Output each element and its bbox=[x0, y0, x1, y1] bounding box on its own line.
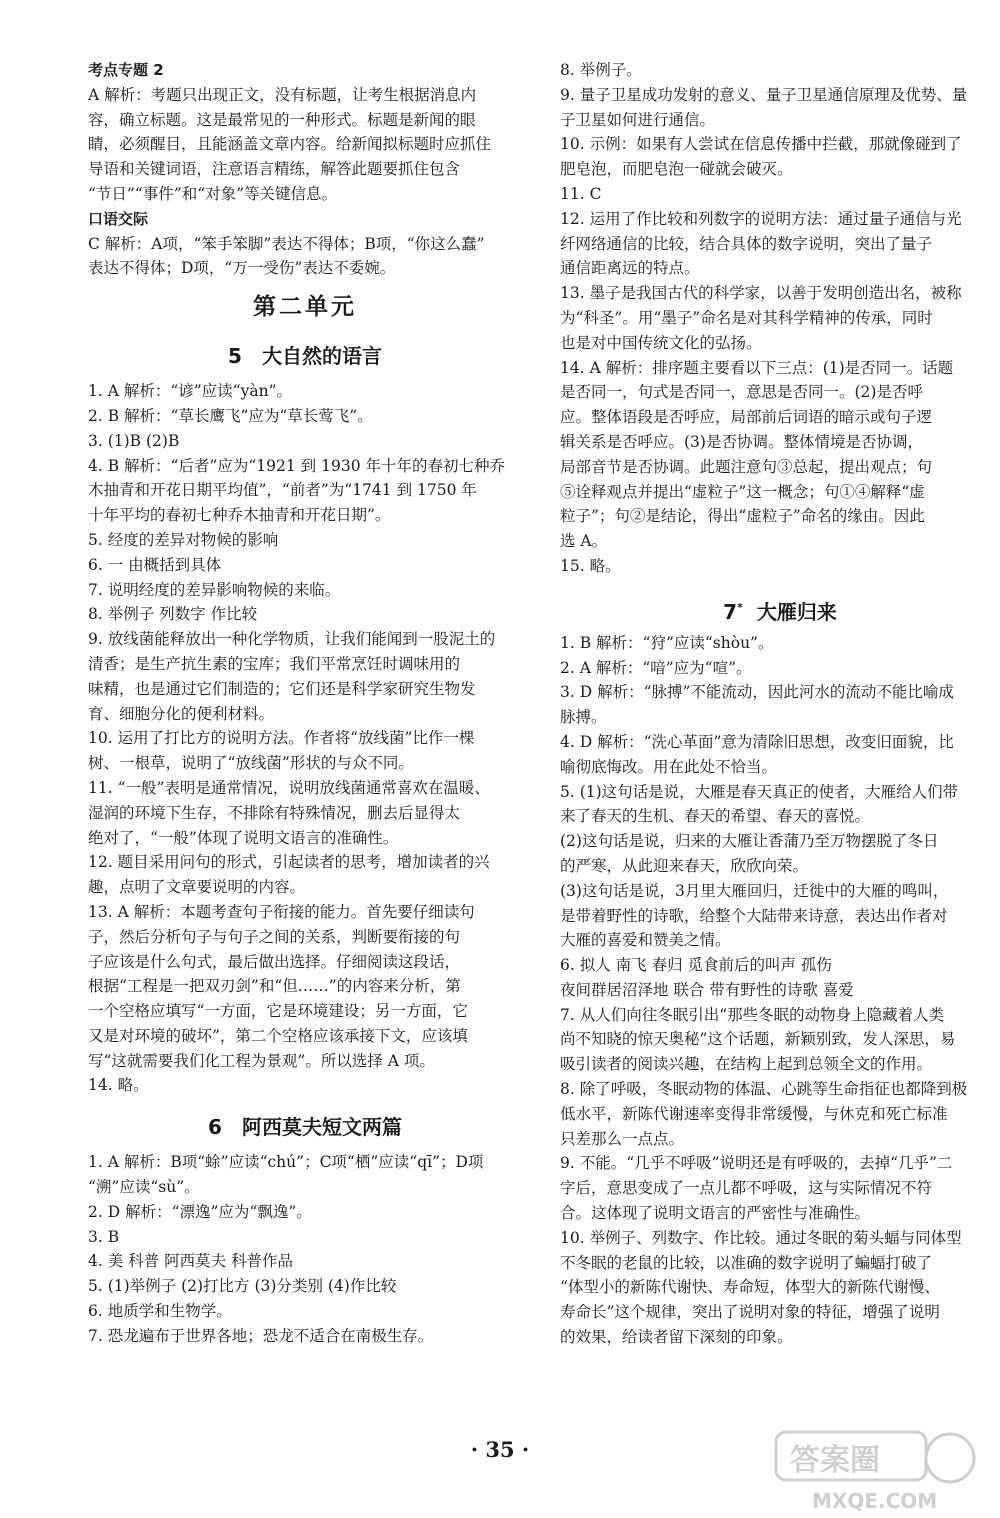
answer-line: 的效果，给读者留下深刻的印象。 bbox=[560, 1328, 793, 1347]
answer-line: 8. 举例子。 bbox=[560, 61, 642, 79]
answer-line: (2)这句话是说，归来的大雁让香蒲乃至万物摆脱了冬日 bbox=[560, 832, 939, 851]
answer-line: 木抽青和开花日期平均值”，“前者”为“1741 到 1750 年 bbox=[88, 481, 477, 500]
section-answers bbox=[88, 83, 522, 207]
answer-line: 肥皂泡，而肥皂泡一碰就会破灭。 bbox=[560, 160, 793, 179]
answer-line: 应。整体语段是否呼应，局部前后词语的暗示或句子逻 bbox=[560, 408, 933, 427]
answer-line: 育、细胞分化的便利材料。 bbox=[88, 704, 275, 723]
answer-line: 3. (1)B (2)B bbox=[88, 431, 180, 450]
lesson-6-answers bbox=[88, 1150, 522, 1348]
answer-line: 的严寒，从此迎来春天，欣欣向荣。 bbox=[560, 856, 809, 875]
answer-line: 十年平均的春初七种乔木抽青和开花日期”。 bbox=[88, 506, 391, 525]
answer-line: 子，然后分析句子与句子之间的关系，判断要衔接的句 bbox=[88, 927, 461, 946]
answer-line: 为“科圣”。用“墨子”命名是对其科学精神的传承，同时 bbox=[560, 308, 933, 327]
oral-answers bbox=[88, 232, 522, 282]
answer-line: 13. A 解析：本题考查句子衔接的能力。首先要仔细读句 bbox=[88, 902, 475, 921]
answer-line: A 解析：考题只出现正文，没有标题，让考生根据消息内 bbox=[88, 85, 477, 104]
answer-line: 1. A 解析：“谚”应读“yàn”。 bbox=[88, 382, 293, 401]
answer-line: 8. 举例子 列数字 作比较 bbox=[88, 605, 258, 624]
lesson-7-title bbox=[560, 585, 1000, 631]
answer-line: 12. 运用了作比较和列数字的说明方法：通过量子通信与光 bbox=[560, 209, 962, 228]
answer-line: “节日”“事件”和“对象”等关键信息。 bbox=[88, 184, 338, 203]
answer-line: 5. (1)这句话是说，大雁是春天真正的使者，大雁给人们带 bbox=[560, 782, 959, 801]
answer-line: 14. A 解析：排序题主要看以下三点：(1)是否同一。话题 bbox=[560, 358, 954, 377]
answer-line: 吸引读者的阅读兴趣，在结构上起到总领全文的作用。 bbox=[560, 1055, 933, 1074]
answer-line: “溯”应读“sù”。 bbox=[88, 1178, 200, 1197]
watermark-logo bbox=[772, 1426, 982, 1514]
answer-line: 10. 示例：如果有人尝试在信息传播中拦截，那就像碰到了 bbox=[560, 135, 962, 154]
answer-line: 13. 墨子是我国古代的科学家，以善于发明创造出名，被称 bbox=[560, 284, 962, 303]
section-title: 考点专题 2 bbox=[88, 61, 164, 79]
watermark-url: MXQE.COM bbox=[812, 1489, 938, 1513]
answer-line: 9. 量子卫星成功发射的意义、量子卫星通信原理及优势、量 bbox=[560, 85, 968, 104]
answer-line: ⑤诠释观点并提出“虚粒子”这一概念；句①④解释“虚 bbox=[560, 482, 925, 501]
answer-line: 容，确立标题。这是最常见的一种形式。标题是新闻的眼 bbox=[88, 110, 476, 129]
answer-line: (3)这句话是说，3月里大雁回归，迁徙中的大雁的鸣叫， bbox=[560, 881, 949, 900]
answer-line: 6. 一 由概括到具体 bbox=[88, 555, 222, 574]
answer-line: 7. 从人们向往冬眠引出“那些冬眠的动物身上隐藏着人类 bbox=[560, 1005, 945, 1024]
answer-line: 睛，必须醒目，且能涵盖文章内容。给新闻拟标题时应抓住 bbox=[88, 135, 492, 154]
answer-line: 不冬眠的老鼠的比较，以准确的数字说明了蝙蝠打破了 bbox=[560, 1253, 933, 1272]
answer-line: 味精，也是通过它们制造的；它们还是科学家研究生物发 bbox=[88, 679, 476, 698]
answer-line: 一个空格应填写“一方面，它是环境建设；另一方面，它 bbox=[88, 1002, 468, 1021]
answer-line: 1. A 解析：B项“蜍”应读“chú”；C项“栖”应读“qī”；D项 bbox=[88, 1153, 484, 1172]
left-column bbox=[88, 58, 522, 1349]
answer-line: 11. “一般”表明是通常情况，说明放线菌通常喜欢在温暖、 bbox=[88, 778, 490, 797]
answer-line: 合。这体现了说明文语言的严密性与准确性。 bbox=[560, 1204, 871, 1223]
answer-line: 10. 举例子、列数字、作比较。通过冬眠的菊头蝠与同体型 bbox=[560, 1228, 962, 1247]
answer-line: 绝对了，“一般”体现了说明文语言的准确性。 bbox=[88, 828, 399, 847]
answer-line: 5. (1)举例子 (2)打比方 (3)分类别 (4)作比较 bbox=[88, 1277, 397, 1296]
answer-line: 清香；是生产抗生素的宝库；我们平常烹饪时调味用的 bbox=[88, 654, 461, 673]
lesson-name: 大雁归来 bbox=[756, 599, 837, 624]
answer-line: 5. 经度的差异对物候的影响 bbox=[88, 530, 279, 549]
lesson-6-answers-continued bbox=[560, 58, 1000, 579]
answer-line: 9. 不能。“几乎不呼吸”说明还是有呼吸的，去掉“几乎”二 bbox=[560, 1154, 953, 1173]
answer-line: 2. D 解析：“漂逸”应为“飘逸”。 bbox=[88, 1202, 312, 1221]
answer-line: 树、一根草，说明了“放线菌”形状的与众不同。 bbox=[88, 754, 414, 773]
answer-line: 6. 地质学和生物学。 bbox=[88, 1302, 232, 1321]
answer-line: 局部音节是否协调。此题注意句③总起，提出观点；句 bbox=[560, 457, 933, 476]
answer-line: 夜间群居沼泽地 联合 带有野性的诗歌 喜爱 bbox=[560, 980, 854, 999]
watermark-circle bbox=[926, 1434, 974, 1482]
answer-line: 趣，点明了文章要说明的内容。 bbox=[88, 878, 306, 897]
page-number: · 35 · bbox=[470, 1437, 530, 1462]
answer-line: 湿润的环境下生存，不排除有特殊情况，删去后显得太 bbox=[88, 803, 461, 822]
optional-mark: * bbox=[737, 600, 743, 614]
lesson-number: 7 bbox=[723, 599, 738, 624]
answer-line: 粒子”；句②是结论，得出“虚粒子”命名的缘由。因此 bbox=[560, 507, 925, 526]
answer-line: 表达不得体；D项，“万一受伤”表达不委婉。 bbox=[88, 259, 396, 278]
answer-line: 14. 略。 bbox=[88, 1076, 149, 1095]
answer-line: 也是对中国传统文化的弘扬。 bbox=[560, 333, 762, 352]
right-column bbox=[560, 58, 1000, 1350]
answer-line: 7. 说明经度的差异影响物候的来临。 bbox=[88, 580, 341, 599]
answer-line: 12. 题目采用问句的形式，引起读者的思考，增加读者的兴 bbox=[88, 853, 490, 872]
answer-line: 是带着野性的诗歌，给整个大陆带来诗意，表达出作者对 bbox=[560, 906, 948, 925]
answer-line: 6. 拟人 南飞 春归 觅食前后的叫声 孤伤 bbox=[560, 956, 832, 975]
lesson-name: 阿西莫夫短文两篇 bbox=[241, 1115, 402, 1140]
answer-line: 导语和关键词语，注意语言精练，解答此题要抓住包含 bbox=[88, 160, 461, 179]
lesson-6-title bbox=[88, 1104, 522, 1150]
answer-line: 选 A。 bbox=[560, 532, 608, 551]
lesson-number: 5 bbox=[228, 344, 242, 369]
answer-line: 4. 美 科普 阿西莫夫 科普作品 bbox=[88, 1252, 293, 1271]
answer-line: 只差那么一点点。 bbox=[560, 1129, 685, 1148]
answer-line: 2. A 解析：“喑”应为“喧”。 bbox=[560, 658, 752, 677]
answer-line: 低水平，新陈代谢速率变得非常缓慢，与休克和死亡标准 bbox=[560, 1104, 948, 1123]
answer-line: 3. D 解析：“脉搏”不能流动，因此河水的流动不能比喻成 bbox=[560, 683, 954, 702]
answer-line: 纤网络通信的比较，结合具体的数字说明，突出了量子 bbox=[560, 234, 933, 253]
answer-line: 又是对环境的破坏”，第二个空格应该承接下文，应该填 bbox=[88, 1026, 468, 1045]
answer-line: 3. B bbox=[88, 1227, 120, 1246]
lesson-7-answers bbox=[560, 631, 1000, 1350]
answer-line: 辑关系是否呼应。(3)是否协调。整体情境是否协调， bbox=[560, 432, 923, 451]
answer-line: “体型小的新陈代谢快、寿命短，体型大的新陈代谢慢、 bbox=[560, 1278, 940, 1297]
unit-title: 第二单元 bbox=[253, 294, 357, 321]
answer-line: 是否同一，句式是否同一，意思是否同一。(2)是否呼 bbox=[560, 383, 923, 402]
answer-line: 字后，意思变成了一点儿都不呼吸，这与实际情况不符 bbox=[560, 1179, 933, 1198]
answer-line: 来了春天的生机、春天的希望、春天的喜悦。 bbox=[560, 807, 871, 826]
answer-line: 11. C bbox=[560, 184, 602, 203]
lesson-5-title bbox=[88, 333, 522, 379]
answer-line: 8. 除了呼吸，冬眠动物的体温、心跳等生命指征也都降到极 bbox=[560, 1080, 968, 1099]
answer-line: 7. 恐龙遍布于世界各地；恐龙不适合在南极生存。 bbox=[88, 1326, 434, 1345]
answer-line: 9. 放线菌能释放出一种化学物质，让我们能闻到一股泥土的 bbox=[88, 630, 496, 649]
answer-line: 寿命长”这个规律，突出了说明对象的特征，增强了说明 bbox=[560, 1303, 940, 1322]
answer-line: 4. B 解析：“后者”应为“1921 到 1930 年十年的春初七种乔 bbox=[88, 456, 505, 475]
answer-line: 通信距离远的特点。 bbox=[560, 259, 700, 278]
answer-line: 脉搏。 bbox=[560, 708, 607, 727]
answer-line: 根据“工程是一把双刃剑”和“但……”的内容来分析，第 bbox=[88, 977, 461, 996]
lesson-5-answers bbox=[88, 379, 522, 1098]
answer-line: 1. B 解析：“狩”应读“shòu”。 bbox=[560, 633, 774, 652]
lesson-name: 大自然的语言 bbox=[261, 344, 382, 369]
answer-line: 子卫星如何进行通信。 bbox=[560, 110, 716, 129]
oral-title: 口语交际 bbox=[88, 209, 149, 228]
answer-line: C 解析：A项，“笨手笨脚”表达不得体；B项，“你这么蠢” bbox=[88, 234, 485, 253]
answer-line: 写“这就需要我们化工程为景观”。所以选择 A 项。 bbox=[88, 1051, 435, 1070]
lesson-number: 6 bbox=[208, 1115, 222, 1140]
answer-line: 2. B 解析：“草长鹰飞”应为“草长莺飞”。 bbox=[88, 406, 373, 425]
answer-line: 大雁的喜爱和赞美之情。 bbox=[560, 931, 731, 950]
answer-line: 10. 运用了打比方的说明方法。作者将“放线菌”比作一棵 bbox=[88, 729, 475, 748]
watermark-logo-text: 答案圈 bbox=[790, 1443, 880, 1478]
answer-line: 子应该是什么句式，最后做出选择。仔细阅读这段话， bbox=[88, 952, 461, 971]
answer-line: 尚不知晓的惊天奥秘”这个话题，新颖别致，发人深思，易 bbox=[560, 1030, 956, 1049]
answer-line: 喻彻底悔改。用在此处不恰当。 bbox=[560, 757, 778, 776]
answer-line: 15. 略。 bbox=[560, 556, 621, 575]
answer-line: 4. D 解析：“洗心革面”意为清除旧思想，改变旧面貌，比 bbox=[560, 732, 954, 751]
